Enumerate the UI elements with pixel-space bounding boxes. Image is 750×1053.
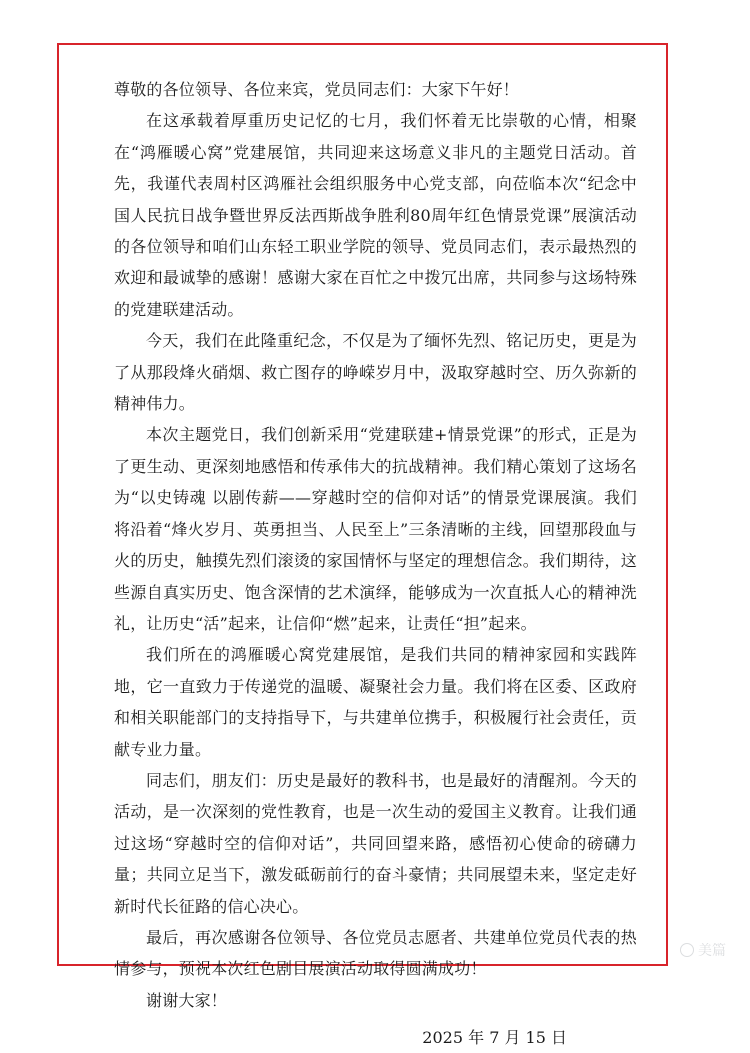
watermark bbox=[680, 938, 742, 962]
watermark-text: 美篇 bbox=[698, 943, 726, 959]
paragraph-welcome: 在这承载着厚重历史记忆的七月，我们怀着无比崇敬的心情，相聚在“鸿雁暖心窝”党建展馆，共同迎来这场意义非凡的主题党日活动。首先，我谨代表周村区鸿雁社会组织服务中心党支部，向莅临本次“纪念中国人民抗日战争暨世界反法西斯战争胜利80周年红色情景党课”展演活动的各位领导和咱们山东轻工职业学院的领导、党员同志们，表示最热烈的欢迎和最诚挚的感谢！感谢大家在百忙之中拨冗出席，共同参与这场特殊的党建联建活动。 bbox=[114, 111, 637, 319]
paragraph-theme: 本次主题党日，我们创新采用“党建联建+情景党课”的形式，正是为了更生动、更深刻地感悟和传承伟大的抗战精神。我们精心策划了这场名为“以史铸魂 以剧传薪——穿越时空的信仰对话”的情景党课展演。我们将沿着“烽火岁月、英勇担当、人民至上”三条清晰的主线，回望那段血与火的历史，触摸先烈们滚烫的家国情怀与坚定的理想信念。我们期待，这些源自真实历史、饱含深情的艺术演绎，能够成为一次直抵人心的精神洗礼，让历史“活”起来，让信仰“燃”起来，让责任“担”起来。 bbox=[114, 425, 637, 633]
salutation: 尊敬的各位领导、各位来宾，党员同志们：大家下午好！ bbox=[114, 80, 520, 99]
letter-date: 2025 年 7 月 15 日 bbox=[422, 1028, 567, 1048]
paragraph-history: 同志们，朋友们：历史是最好的教科书，也是最好的清醒剂。今天的活动，是一次深刻的党性教育，也是一次生动的爱国主义教育。让我们通过这场“穿越时空的信仰对话”，共同回望来路，感悟初心使命的磅礴力量；共同立足当下，激发砥砺前行的奋斗豪情；共同展望未来，坚定走好新时代长征路的信心决心。 bbox=[114, 770, 637, 916]
paragraph-closing: 谢谢大家！ bbox=[146, 990, 228, 1010]
paragraph-venue: 我们所在的鸿雁暖心窝党建展馆，是我们共同的精神家园和实践阵地，它一直致力于传递党的温暖、凝聚社会力量。我们将在区委、区政府和相关职能部门的支持指导下，与共建单位携手，积极履行社会责任，贡献专业力量。 bbox=[114, 645, 637, 759]
paragraph-commemoration: 今天，我们在此隆重纪念，不仅是为了缅怀先烈、铭记历史，更是为了从那段烽火硝烟、救亡图存的峥嵘岁月中，汲取穿越时空、历久弥新的精神伟力。 bbox=[114, 331, 637, 414]
meipian-logo-icon bbox=[680, 943, 694, 957]
letter-body bbox=[114, 74, 637, 1053]
paragraph-thanks: 最后，再次感谢各位领导、各位党员志愿者、共建单位党员代表的热情参与，预祝本次红色剧目展演活动取得圆满成功！ bbox=[114, 927, 637, 979]
